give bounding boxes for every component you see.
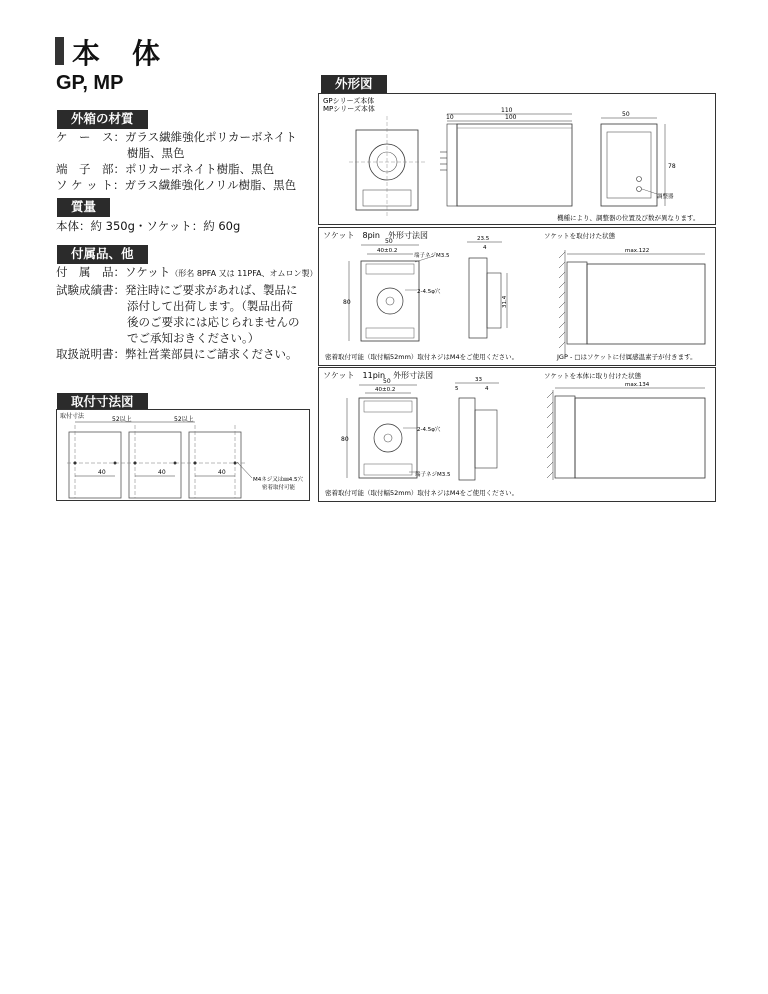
mounting-plate <box>129 432 181 498</box>
accessory-row: 試験成績書：発注時にご要求があれば、製品に <box>56 283 298 297</box>
model-name: GP, MP <box>56 72 124 94</box>
socket11-dim-80: 80 <box>341 436 349 443</box>
socket8-panel <box>318 227 716 366</box>
socket8-diagram <box>319 228 715 365</box>
mounting-plate <box>69 432 121 498</box>
socket8-dim-50: 50 <box>385 238 393 245</box>
socket11-dim-5: 5 <box>455 386 459 392</box>
socket11-dim-50: 50 <box>383 378 391 385</box>
adjuster-knob <box>637 187 642 192</box>
accessory-row: 付 属 品：ソケット（形名 8PFA 又は 11PFA、オムロン製） <box>56 265 318 279</box>
socket11-note: 密着取付可能（取付幅52mm）取付ネジはM4をご使用ください。 <box>325 489 519 497</box>
adjuster-knob <box>637 177 642 182</box>
mounting-diagram-panel <box>56 409 310 501</box>
adjuster-label: 調整器 <box>657 194 674 200</box>
socket11-diagram <box>319 368 715 501</box>
accessory-row: 添付して出荷します。（製品出荷 <box>127 299 293 313</box>
outline-diagram <box>319 94 715 224</box>
outline-note: 機種により、調整器の位置及び数が異なります。 <box>557 214 700 222</box>
material-row: 端 子 部：ポリカーボネイト樹脂、黒色 <box>56 162 275 176</box>
socket11-dim-4: 4 <box>485 386 489 392</box>
dim-50: 50 <box>622 111 630 118</box>
socket8-dim-4: 4 <box>483 245 487 251</box>
outline-panel <box>318 93 716 225</box>
socket8-right-title: ソケットを取付けた状態 <box>544 232 616 240</box>
outline-heading: 外形図 <box>321 75 387 94</box>
socket8-title: ソケット 8pin 外形寸法図 <box>323 231 428 240</box>
socket11-panel <box>318 367 716 502</box>
socket8-dim-80: 80 <box>343 299 351 306</box>
mounting-width-label: 40 <box>98 469 106 476</box>
material-row: ケ ー ス：ガラス繊維強化ポリカーボネイト <box>56 130 297 144</box>
socket8-max-length: max.122 <box>625 248 650 254</box>
socket8-dim-40: 40±0.2 <box>377 248 398 254</box>
accessory-row: でご承知おきください。） <box>127 331 260 345</box>
mounting-width-label: 40 <box>158 469 166 476</box>
socket11-title: ソケット 11pin 外形寸法図 <box>323 371 434 380</box>
mass-heading: 質量 <box>57 198 110 217</box>
mounting-heading: 取付寸法図 <box>57 393 148 412</box>
material-row: ソ ケ ッ ト：ガラス繊維強化ノリル樹脂、黒色 <box>56 178 297 192</box>
series-label-mp: MPシリーズ本体 <box>323 105 375 113</box>
socket11-dim-33: 33 <box>475 377 482 383</box>
dim-10: 10 <box>446 114 454 121</box>
accessories-heading: 付属品、他 <box>57 245 148 264</box>
dim-100: 100 <box>505 114 517 121</box>
socket11-max-length: max.134 <box>625 382 650 388</box>
page-title: 本 体 <box>72 37 163 70</box>
material-list <box>56 129 297 193</box>
socket8-dim-31-4: 31.4 <box>502 295 508 308</box>
socket11-right-title: ソケットを本体に取り付けた状態 <box>544 372 642 380</box>
accessory-row: 後のご要求には応じられませんの <box>127 315 300 329</box>
socket11-dim-40: 40±0.2 <box>375 387 396 393</box>
dim-110: 110 <box>501 107 513 114</box>
socket8-hole-label: 2-4.5φ穴 <box>417 289 441 295</box>
socket11-screw-label: 端子ネジM3.5 <box>415 472 451 478</box>
socket8-note-left: 密着取付可能（取付幅52mm）取付ネジはM4をご使用ください。 <box>325 353 519 361</box>
mass-text: 本体：約 350g・ソケット：約 60g <box>56 219 241 233</box>
mounting-contact-note: 密着取付可能 <box>262 485 296 491</box>
socket11-hole-label: 2-4.5φ穴 <box>417 427 441 433</box>
socket8-note-right: JGP - □はソケットに付属感温素子が付きます。 <box>557 353 697 361</box>
mounting-plate <box>189 432 241 498</box>
series-label-gp: GPシリーズ本体 <box>323 97 375 105</box>
accessory-row: 取扱説明書：弊社営業部員にご請求ください。 <box>56 347 298 361</box>
material-row: 樹脂、黒色 <box>127 146 185 160</box>
mounting-hole-note: M4ネジ又は㎜4.5穴 <box>253 477 303 483</box>
mounting-diagram <box>57 410 309 500</box>
mounting-width-label: 40 <box>218 469 226 476</box>
socket8-dim-23-5: 23.5 <box>477 236 490 242</box>
mounting-corner-label: 取付寸法 <box>60 413 85 420</box>
material-heading: 外箱の材質 <box>57 110 148 129</box>
mounting-gap-label: 52以上 <box>112 416 132 423</box>
mounting-gap-label: 52以上 <box>174 416 194 423</box>
title-bar-mark <box>55 37 64 65</box>
dim-78: 78 <box>668 163 676 170</box>
socket8-screw-label: 端子ネジM3.5 <box>414 253 450 259</box>
accessories-list <box>56 264 318 362</box>
